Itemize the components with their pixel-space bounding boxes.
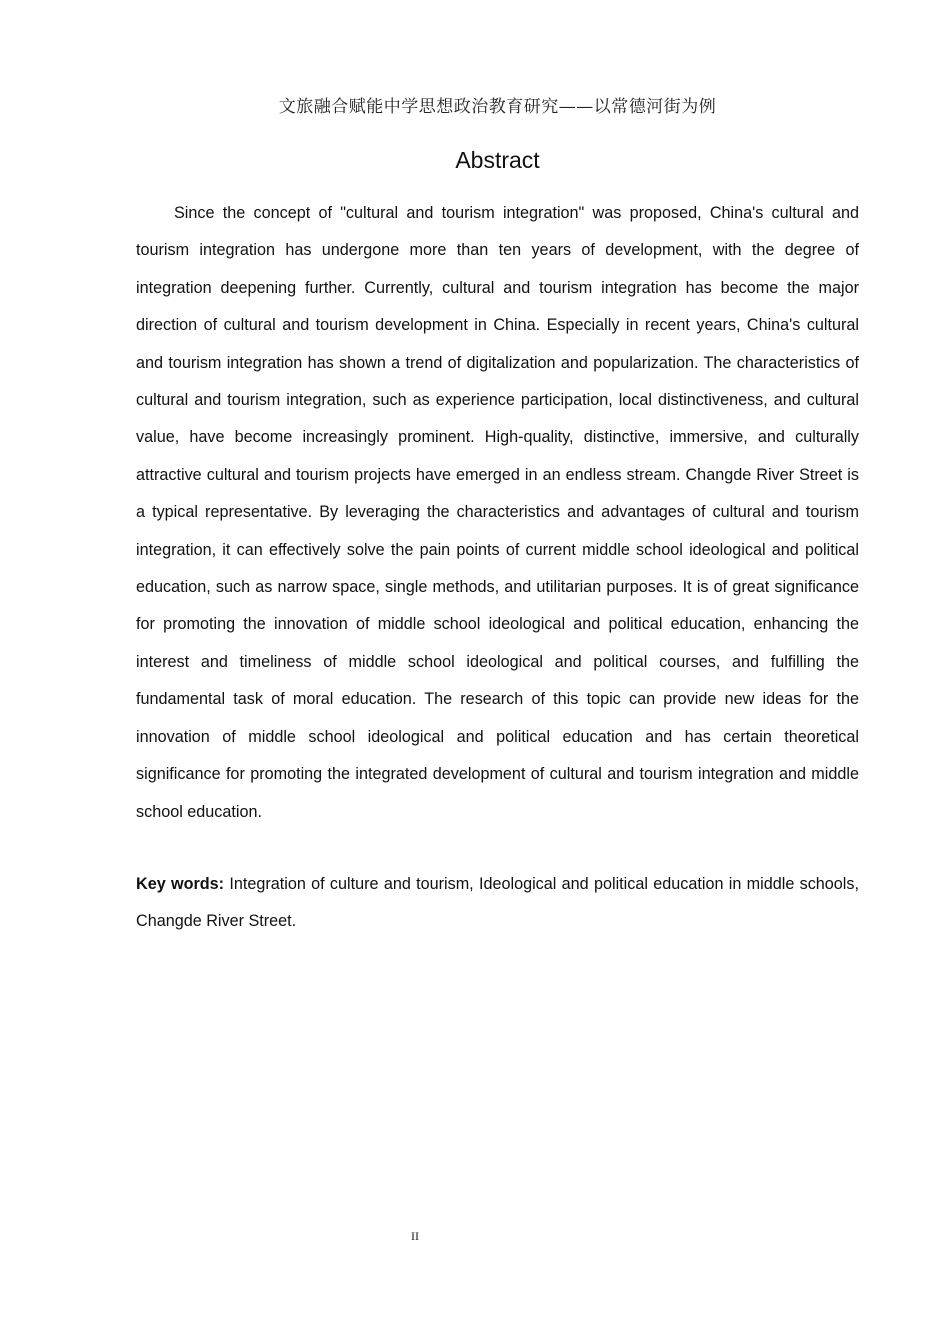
keywords-label: Key words: (136, 875, 225, 893)
keywords-paragraph (136, 866, 859, 941)
abstract-title: Abstract (455, 147, 540, 173)
running-header: 文旅融合赋能中学思想政治教育研究——以常德河街为例 (278, 97, 717, 117)
abstract-paragraph: Since the concept of "cultural and tourism integration" was proposed, China's cultural and tourism integration has undergone more than ten years of development, with the degree of integration deepening further. Currently, cultural and tourism integration has become the major direction of cultural and tourism development in China. Especially in recent years, China's cultural and tourism integration has shown a trend of digitalization and popularization. The characteristics of cultural and tourism integration, such as experience participation, local distinctiveness, and cultural value, have become increasingly prominent. High-quality, distinctive, immersive, and culturally attractive cultural and tourism projects have emerged in an endless stream. Changde River Street is a typical representative. By leveraging the characteristics and advantages of cultural and tourism integration, it can effectively solve the pain points of current middle school ideological and political education, such as narrow space, single methods, and utilitarian purposes. It is of great significance for promoting the innovation of middle school ideological and political education, enhancing the interest and timeliness of middle school ideological and political courses, and fulfilling the fundamental task of moral education. The research of this topic can provide new ideas for the innovation of middle school ideological and political education and has certain theoretical significance for promoting the integrated development of cultural and tourism integration and middle school education. (136, 204, 859, 821)
keywords-text: Integration of culture and tourism, Ideological and political education in middle schools, Changde River Street. (136, 875, 859, 931)
page-number: II (411, 1229, 419, 1243)
